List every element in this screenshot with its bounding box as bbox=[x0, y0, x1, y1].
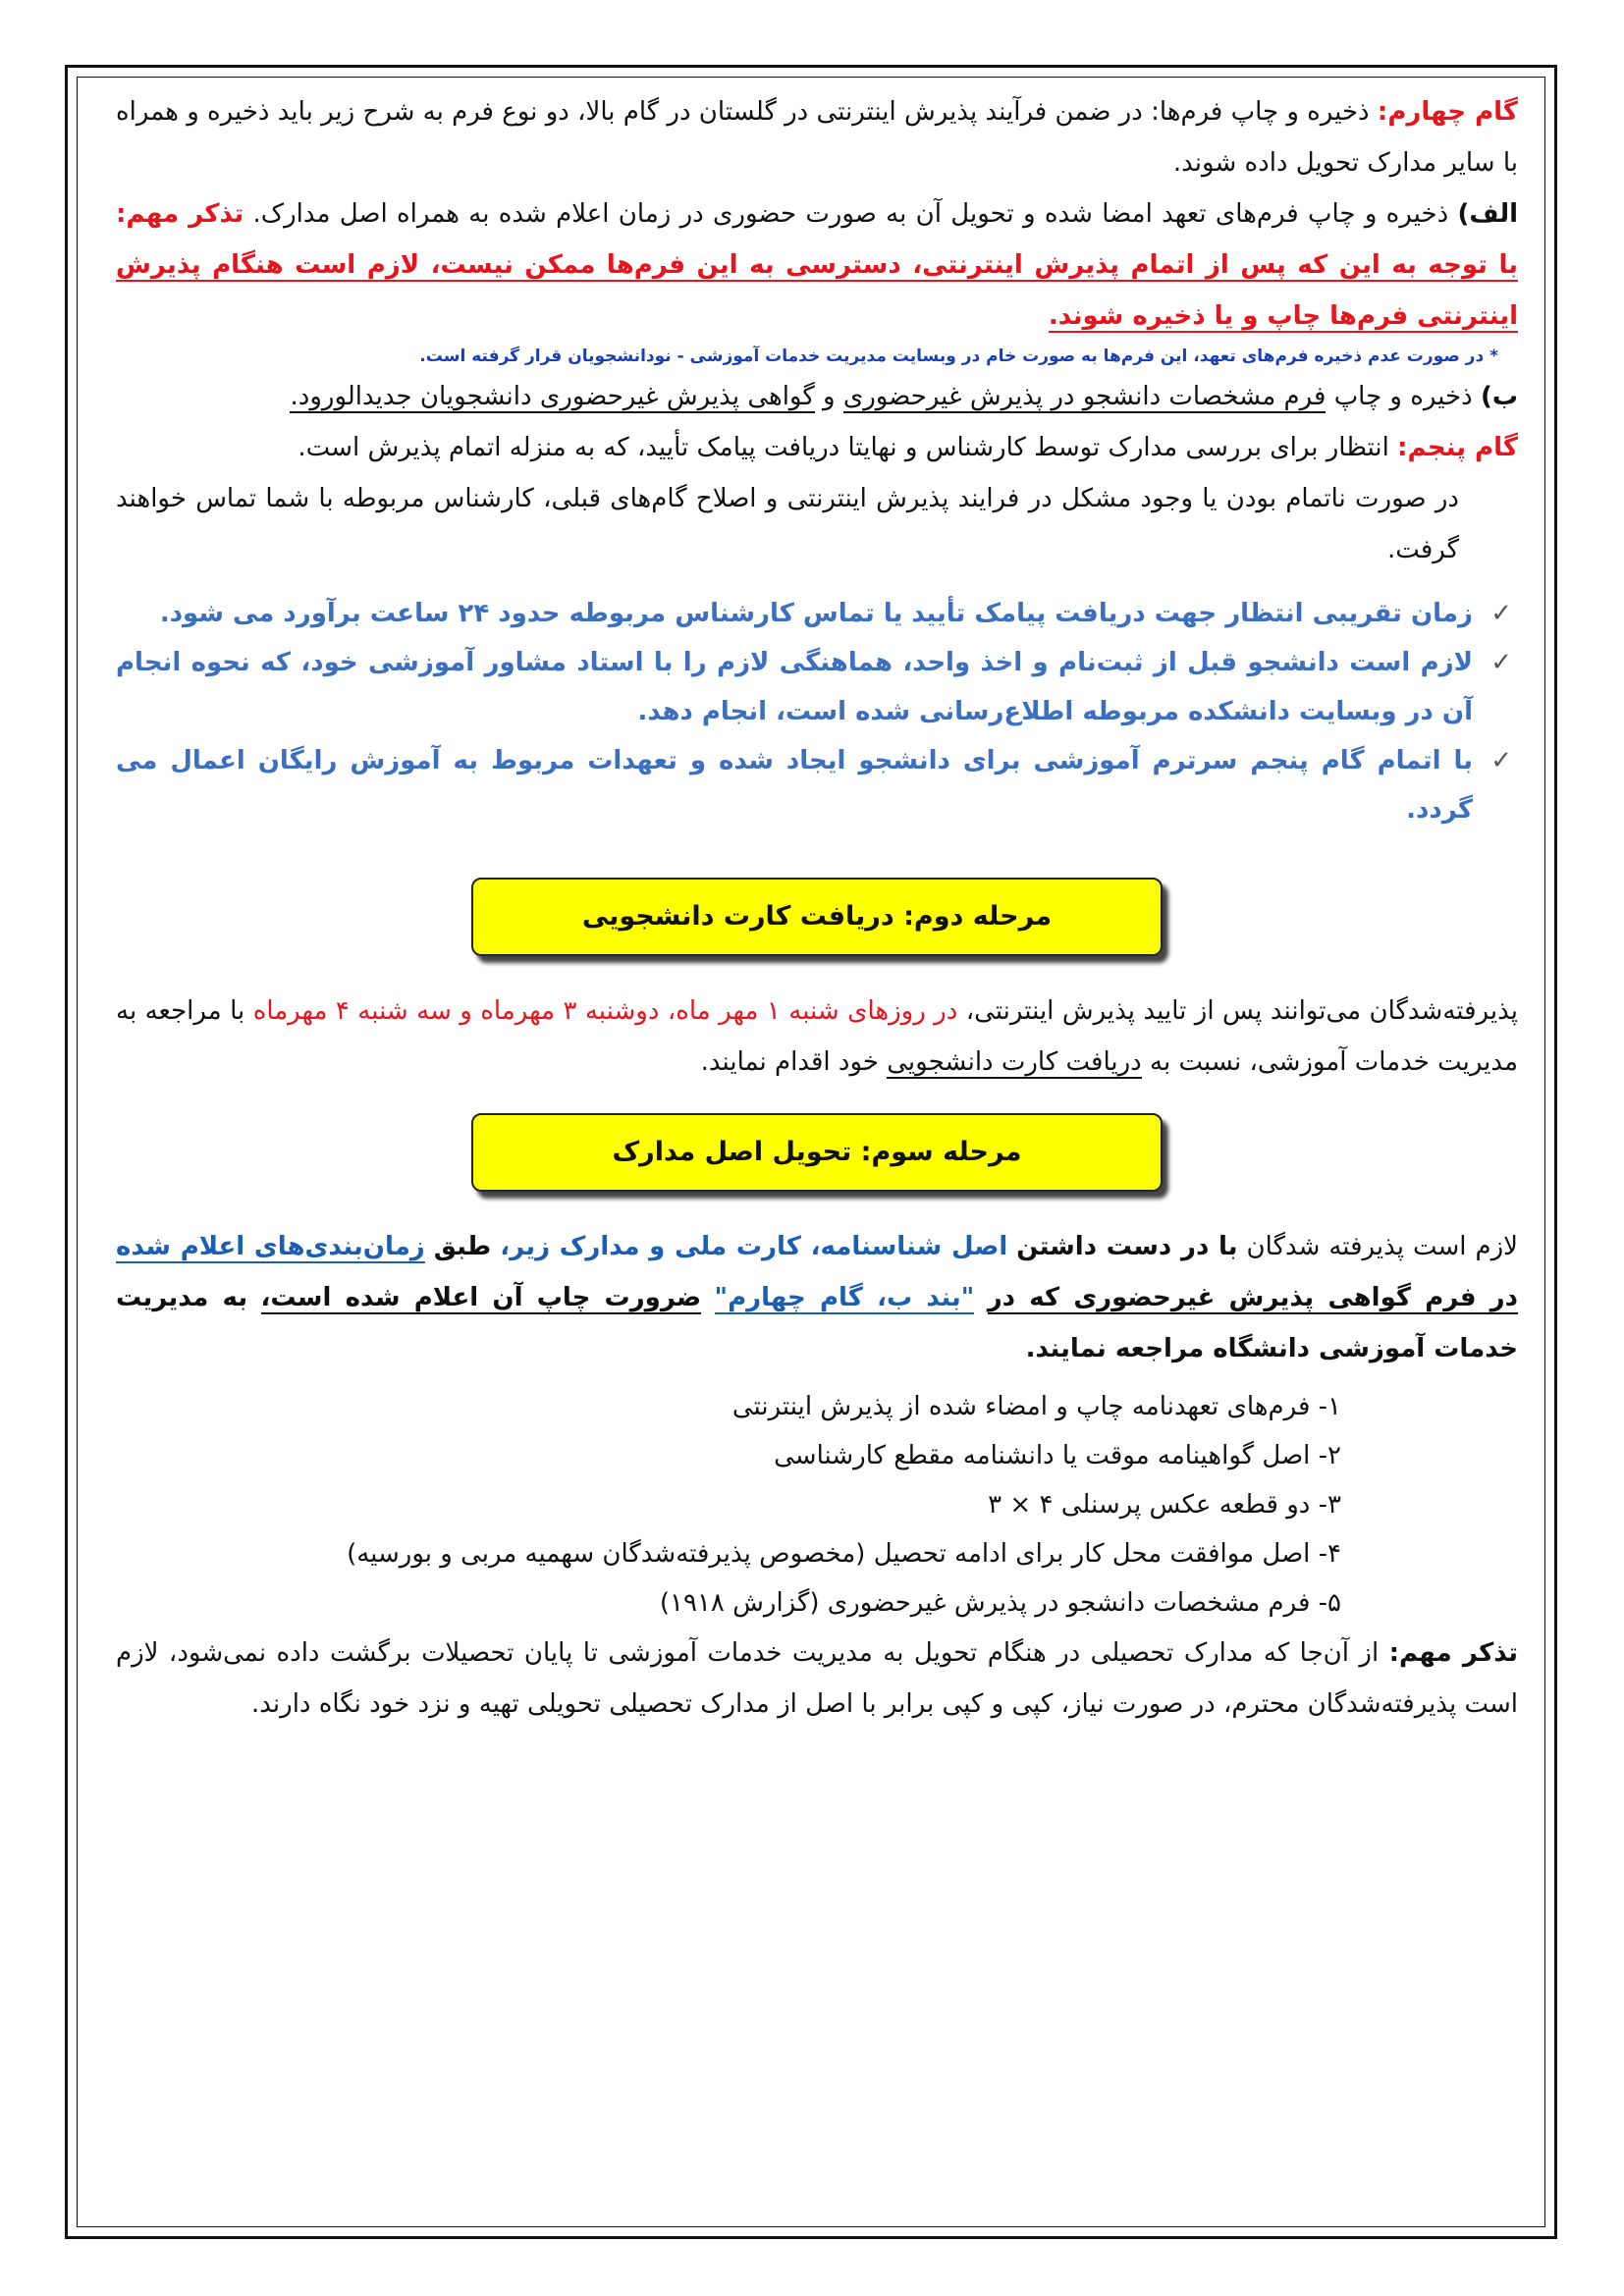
stage3-ref: "بند ب، گام چهارم" bbox=[714, 1283, 975, 1312]
check-icon: ✓ bbox=[1490, 648, 1512, 677]
check-icon: ✓ bbox=[1490, 746, 1512, 775]
stage2-paragraph: پذیرفته‌شدگان می‌توانند پس از تایید پذیرش اینترنتی، در روزهای شنبه ۱ مهر ماه، دوشنبه ۳ مهرماه و سه شنبه ۴ مهرماه با مراجعه به مدیریت خدمات آموزشی، نسبت به دریافت کارت دانشجویی خود اقدام نمایند. bbox=[116, 996, 1519, 1077]
alef-text: ذخیره و چاپ فرم‌های تعهد امضا شده و تحویل آن به صورت حضوری در زمان اعلام شده به همراه اصل مدارک. bbox=[252, 199, 1449, 229]
checklist-item: ✓ با اتمام گام پنجم سرترم آموزشی برای دانشجو ایجاد شده و تعهدات مربوط به آموزش رایگان اعمال می گردد. bbox=[116, 736, 1518, 834]
stage3-banner: مرحله سوم: تحویل اصل مدارک bbox=[471, 1113, 1163, 1192]
final-note bbox=[116, 1628, 1518, 1730]
step4-paragraph bbox=[116, 86, 1518, 188]
checklist-item: ✓ زمان تقریبی انتظار جهت دریافت پیامک تأیید یا تماس کارشناس مربوطه حدود ۲۴ ساعت برآورد می شود. bbox=[116, 589, 1518, 638]
step5-text: انتظار برای بررسی مدارک توسط کارشناس و نهایتا دریافت پیامک تأیید، که به منزله اتمام پذیرش است. bbox=[298, 433, 1389, 462]
be-certificate: گواهی پذیرش غیرحضوری دانشجویان جدیدالورود. bbox=[290, 382, 815, 411]
list-item: ۴- اصل موافقت محل کار برای ادامه تحصیل (مخصوص پذیرفته‌شدگان سهمیه مربی و بورسیه) bbox=[347, 1539, 1341, 1569]
step4-intro: ذخیره و چاپ فرم‌ها: در ضمن فرآیند پذیرش اینترنتی در گلستان در گام بالا، دو نوع فرم به شرح زیر باید ذخیره و همراه با سایر مدارک تحویل داده شوند. bbox=[116, 97, 1518, 178]
stage2-card: دریافت کارت دانشجویی bbox=[887, 1047, 1142, 1077]
list-item: ۲- اصل گواهینامه موقت یا دانشنامه مقطع کارشناسی bbox=[774, 1441, 1341, 1470]
checklist-item: ✓ لازم است دانشجو قبل از ثبت‌نام و اخذ واحد، هماهنگی لازم را با استاد مشاور آموزشی خود، که نحوه انجام آن در وبسایت دانشکده مربوطه اطلاع‌رسانی شده است، انجام دهد. bbox=[116, 638, 1518, 736]
alef-note-text: با توجه به این که پس از اتمام پذیرش اینترنتی، دسترسی به این فرم‌ها ممکن نیست، لازم است هنگام پذیرش اینترنتی فرم‌ها چاپ و یا ذخیره شوند. bbox=[116, 250, 1518, 331]
final-note-label: تذکر مهم: bbox=[1388, 1638, 1518, 1668]
checklist bbox=[116, 589, 1518, 834]
stage3-schedule: زمان‌بندی‌های اعلام شده bbox=[116, 1232, 425, 1261]
list-item: ۳- دو قطعه عکس پرسنلی ۴ × ۳ bbox=[988, 1490, 1341, 1520]
step5-paragraph bbox=[116, 422, 1518, 473]
list-item: ۵- فرم مشخصات دانشجو در پذیرش غیرحضوری (گزارش ۱۹۱۸) bbox=[659, 1588, 1341, 1618]
document-body bbox=[116, 86, 1518, 1730]
be-label: ب) bbox=[1480, 382, 1518, 411]
step4-heading: گام چهارم: bbox=[1377, 97, 1519, 127]
star-note: * در صورت عدم ذخیره فرم‌های تعهد، این فرم‌ها به صورت خام در وبسایت مدیریت خدمات آموزشی - نودانشجویان قرار گرفته است. bbox=[419, 347, 1498, 366]
list-item: ۱- فرم‌های تعهدنامه چاپ و امضاء شده از پذیرش اینترنتی bbox=[731, 1392, 1341, 1421]
step5-followup: در صورت ناتمام بودن یا وجود مشکل در فرایند پذیرش اینترنتی و اصلاح گام‌های قبلی، کارشناس مربوطه با شما تماس خواهند گرفت. bbox=[116, 484, 1459, 564]
step4-be bbox=[116, 371, 1518, 422]
step5-heading: گام پنجم: bbox=[1397, 433, 1518, 462]
be-form: فرم مشخصات دانشجو در پذیرش غیرحضوری bbox=[842, 382, 1326, 411]
stage2-banner: مرحله دوم: دریافت کارت دانشجویی bbox=[471, 878, 1163, 956]
alef-note-label: تذکر مهم: bbox=[116, 199, 244, 229]
stage2-dates: در روزهای شنبه ۱ مهر ماه، دوشنبه ۳ مهرماه و سه شنبه ۴ مهرماه bbox=[252, 996, 958, 1026]
be-and: و bbox=[823, 382, 836, 411]
step4-alef bbox=[116, 188, 1518, 342]
stage3-paragraph: لازم است پذیرفته شدگان با در دست داشتن اصل شناسنامه، کارت ملی و مدارک زیر، طبق زمان‌بندی‌های اعلام شده در فرم گواهی پذیرش غیرحضوری که در "بند ب، گام چهارم" ضرورت چاپ آن اعلام شده است، به مدیریت خدمات آموزشی دانشگاه مراجعه نمایند. bbox=[116, 1232, 1518, 1363]
be-text: ذخیره و چاپ bbox=[1333, 382, 1473, 411]
alef-label: الف) bbox=[1457, 199, 1518, 229]
documents-list bbox=[116, 1382, 1518, 1628]
check-icon: ✓ bbox=[1490, 599, 1512, 628]
stage3-docs: اصل شناسنامه، کارت ملی و مدارک زیر، bbox=[500, 1232, 1008, 1261]
final-note-text: از آن‌جا که مدارک تحصیلی در هنگام تحویل به مدیریت خدمات آموزشی تا پایان تحصیلات برگشت داده نمی‌شود، لازم است پذیرفته‌شدگان محترم، در صورت نیاز، کپی و کپی برابر با اصل از مدارک تحصیلی تحویلی تهیه و نزد خود نگاه دارند. bbox=[116, 1638, 1518, 1719]
